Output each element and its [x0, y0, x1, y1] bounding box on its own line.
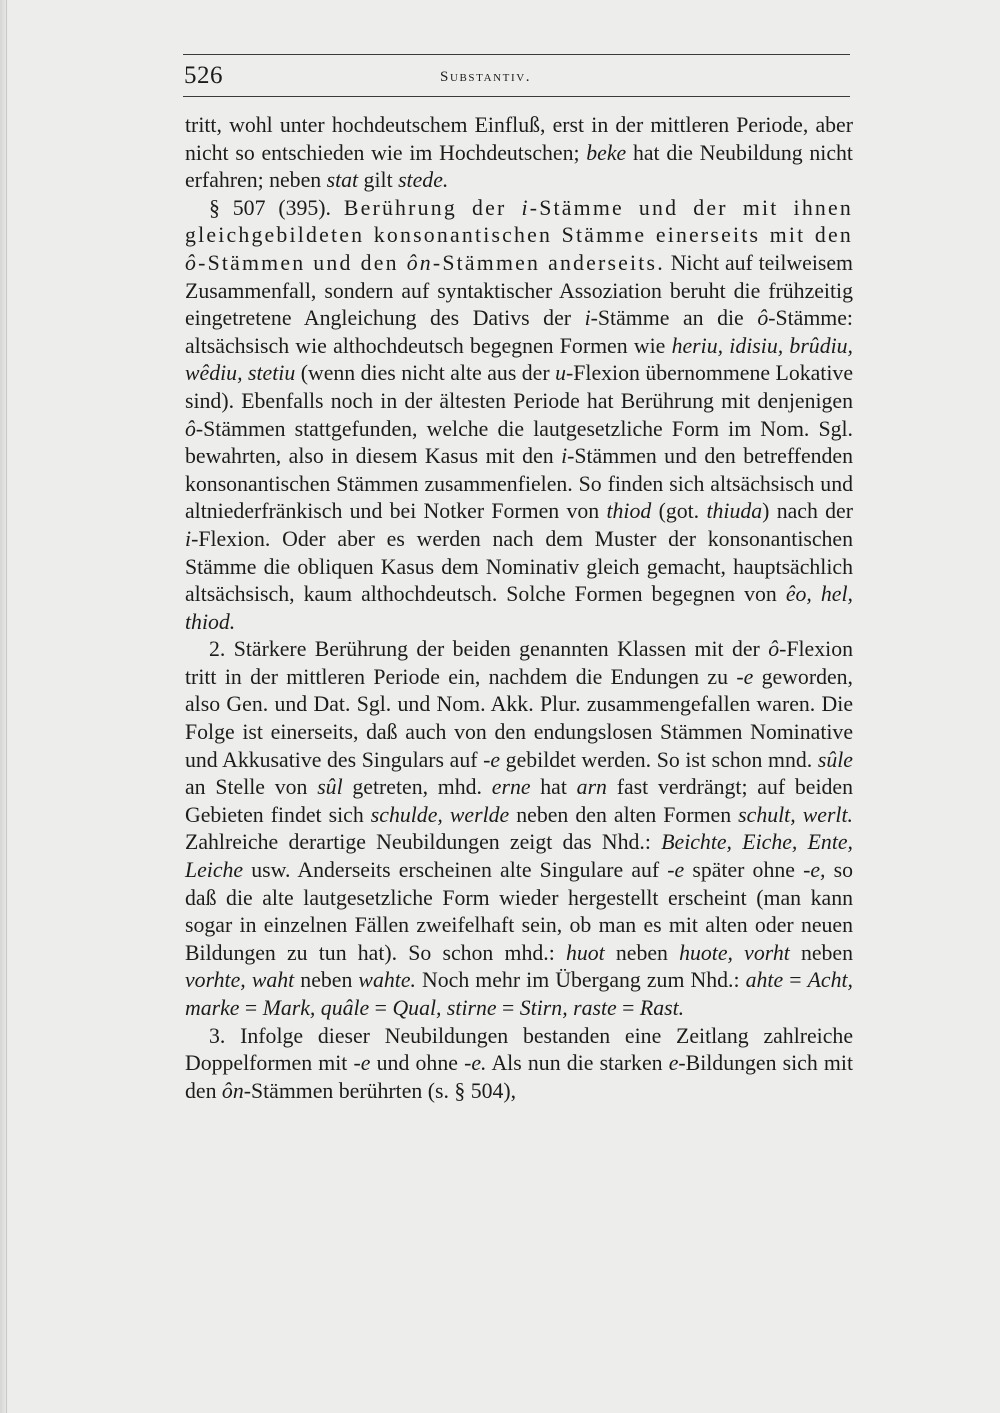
text-run: -Stämmen und den betreffenden konsonantischen Stämmen zusammenfielen. So finden sich altsächsisch und altniederfränkisch und bei Notker Formen von	[185, 444, 853, 524]
italic-term: -e	[353, 1051, 371, 1076]
italic-term: Stirn, raste	[519, 996, 617, 1020]
italic-term: -e.	[464, 1051, 487, 1076]
italic-term: sûle	[817, 747, 853, 772]
text-run: an Stelle von	[185, 775, 318, 800]
text-run: Nicht auf teilweisem Zusammenfall, sondern auf syntaktischer Assoziation beruht die frühzeitig eingetretene Angleichung des Dativs der	[185, 250, 854, 331]
spaced-heading-text: -Stämme und der mit ihnen gleichgebildeten konsonantischen Stämme einerseits	[185, 195, 853, 248]
text-run: =	[783, 968, 808, 993]
text-run: Als nun die starken	[486, 1051, 669, 1076]
text-run: Zahlreiche derartige Neubildungen zeigt das Nhd.:	[185, 830, 662, 855]
italic-term: u	[555, 361, 567, 386]
italic-term: erne	[491, 775, 531, 800]
italic-term: thiuda	[706, 499, 763, 524]
text-run: neben	[604, 940, 680, 965]
italic-term: ô	[768, 637, 780, 662]
text-run: § 507 (395).	[209, 195, 344, 220]
text-run: 3. Infolge dieser Neubildungen bestanden eine Zeitlang zahlreiche Doppelformen mit	[185, 1023, 853, 1076]
paragraph	[185, 195, 853, 637]
paragraph	[185, 1023, 853, 1106]
italic-term: -e,	[803, 858, 826, 883]
italic-term: i	[584, 306, 591, 331]
italic-term: arn	[576, 775, 607, 800]
header-rule-top	[183, 54, 850, 55]
text-run: neben	[789, 940, 853, 965]
paragraph	[185, 636, 853, 1022]
italic-term: -e	[736, 664, 754, 689]
text-run: gebildet werden. So ist schon mnd.	[500, 747, 818, 772]
italic-term: ô	[757, 306, 769, 331]
italic-term: Rast.	[639, 996, 685, 1020]
italic-term: sûl	[317, 775, 343, 800]
italic-term: schulde, werlde	[370, 802, 510, 827]
italic-term: Qual, stirne	[392, 996, 497, 1020]
italic-term: stede.	[398, 168, 449, 193]
italic-term: Mark, quâle	[262, 996, 370, 1020]
text-run: -Bildungen sich mit den	[185, 1051, 853, 1103]
italic-term: Acht, marke	[185, 968, 853, 1020]
text-run: fast verdrängt; auf beiden Gebieten findet sich	[185, 775, 853, 827]
italic-term: -e	[667, 858, 685, 883]
text-run: ) nach der	[762, 499, 853, 524]
text-run: =	[239, 996, 263, 1020]
text-run: und ohne	[370, 1051, 465, 1076]
italic-term: e	[668, 1051, 679, 1076]
italic-term: heriu, idisiu, brûdiu, wêdiu, stetiu	[185, 333, 853, 386]
italic-term: ôn	[406, 250, 433, 275]
italic-term: schult, werlt.	[738, 802, 853, 827]
page-number: 526	[184, 62, 223, 89]
text-run: (wenn dies nicht alte aus der	[295, 361, 556, 386]
text-run: usw. Anderseits erscheinen alte Singulare auf	[243, 858, 668, 883]
text-run: -Flexion übernommene Lokative sind). Ebenfalls noch in der ältesten Periode hat Berührung mit denjenigen	[185, 361, 853, 413]
text-run: 2. Stärkere Berührung der beiden genannten Klassen mit der	[209, 637, 769, 662]
running-head: Substantiv.	[440, 69, 532, 85]
italic-term: i	[521, 195, 530, 220]
text-run: (got.	[651, 499, 707, 524]
italic-term: vorhte, waht	[185, 968, 295, 993]
text-run: getreten, mhd.	[342, 775, 492, 800]
italic-term: ô	[185, 416, 196, 441]
text-run: =	[369, 996, 393, 1020]
text-run: geworden, also Gen. und Dat. Sgl. und Nom. Akk. Plur. zusammengefallen waren. Die Folge ist einerseits, daß auch von den endungslosen Stämmen Nominative und Akkusative des Singulars auf	[185, 664, 854, 772]
italic-term: wahte.	[358, 968, 416, 993]
italic-term: êo, hel, thiod.	[185, 582, 853, 634]
text-run: neben	[294, 968, 359, 993]
binding-line	[6, 0, 7, 1413]
text-run: =	[616, 996, 640, 1020]
text-run: gilt	[358, 168, 399, 193]
text-run: -Flexion tritt in der mittleren Periode ein, nachdem die Endungen zu	[185, 637, 853, 689]
spaced-heading-text: -Stämmen anderseits.	[432, 250, 665, 275]
italic-term: ô	[185, 250, 199, 275]
spaced-heading-text: -Stämmen und den	[198, 250, 407, 275]
text-run: =	[496, 996, 520, 1020]
text-run: hat	[530, 775, 577, 800]
text-run: neben den alten Formen	[509, 802, 739, 827]
italic-term: huot	[565, 940, 605, 965]
text-run: tritt, wohl unter hochdeutschem Einfluß, erst in der mittleren Periode, aber nicht so entschieden wie im Hochdeutschen;	[185, 113, 853, 165]
italic-term: i	[561, 444, 568, 469]
italic-term: -e	[483, 747, 501, 772]
text-run: -Stämmen berührten (s. § 504),	[243, 1078, 517, 1103]
italic-term: ahte	[745, 968, 784, 993]
text-run: hat die Neubildung nicht erfahren; neben	[185, 140, 853, 193]
italic-term: huote, vorht	[679, 940, 790, 965]
text-run: -Stämme: altsächsisch wie althochdeutsch begegnen Formen wie	[185, 306, 853, 358]
italic-term: beke	[586, 140, 627, 165]
header-rule-bottom	[183, 96, 850, 97]
text-run: später ohne	[684, 858, 804, 883]
text-run: -Stämmen stattgefunden, welche die lautgesetzliche Form im Nom. Sgl. bewahrten, also in diesem Kasus mit den	[185, 416, 853, 469]
italic-term: ôn	[221, 1078, 244, 1103]
text-run: -Flexion. Oder aber es werden nach dem Muster der konsonantischen Stämme die obliquen Kasus dem Nominativ gleich gemacht, hauptsächlich altsächsisch, kaum althochdeutsch. Solche Formen begegnen von	[185, 526, 853, 607]
italic-term: thiod	[606, 499, 652, 524]
paragraph	[185, 112, 853, 195]
text-run: so daß die alte lautgesetzliche Form wieder hergestellt erscheint (man kann sogar in einzelnen Fällen zweifelhaft sein, ob man es mit alten oder neuen Bildungen zu tun hat). So schon mhd.:	[185, 858, 853, 965]
spaced-heading-text: Berührung der	[343, 195, 522, 220]
italic-term: i	[185, 526, 192, 551]
text-run: Noch mehr im Übergang zum Nhd.:	[415, 968, 746, 993]
spaced-heading-text: mit den	[769, 223, 853, 248]
body-text	[185, 112, 853, 1105]
italic-term: stat	[326, 168, 359, 193]
italic-term: Beichte, Eiche, Ente, Leiche	[185, 830, 853, 883]
text-run: -Stämme an die	[590, 306, 758, 331]
